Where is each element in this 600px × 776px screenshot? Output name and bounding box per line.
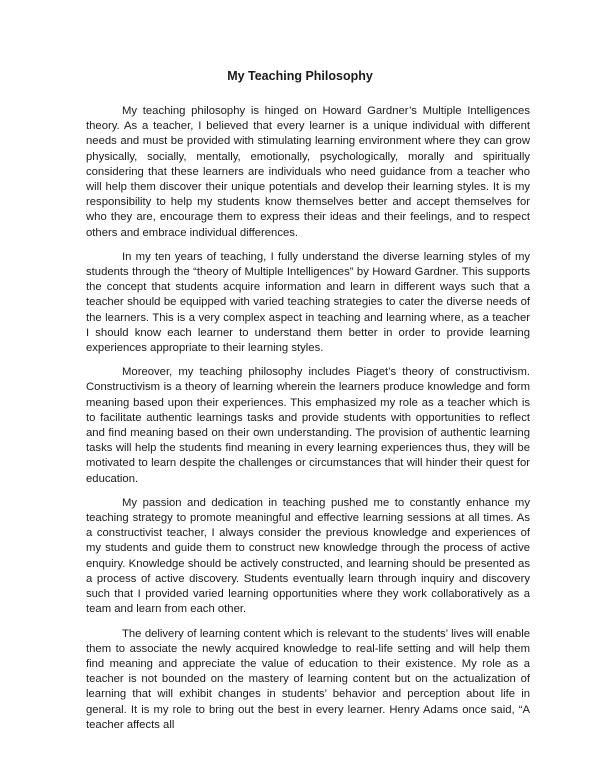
paragraph-5: The delivery of learning content which is relevant to the students’ lives will enable them to associate the newly acquired knowledge to real-life setting and will help them find meaning and appreciate the value of education to their existence. My role as a teacher is not bounded on the mastery of learning content but on the actualization of learning that will exhibit changes in students’ behavior and perception about life in general. It is my role to bring out the best in every learner. Henry Adams once said, “A teacher affects all <box>86 627 530 731</box>
paragraph-4: My passion and dedication in teaching pushed me to constantly enhance my teaching strategy to promote meaningful and effective learning sessions at all times. As a constructivist teacher, I always consider the previous knowledge and experiences of my students and guide them to construct new knowledge through the process of active enquiry. Knowledge should be actively constructed, and learning should be presented as a process of active discovery. Students eventually learn through inquiry and discovery such that I provided varied learning opportunities where they work collaboratively as a team and learn from each other. <box>86 496 530 616</box>
document-body <box>86 104 530 742</box>
paragraph-1: My teaching philosophy is hinged on Howard Gardner’s Multiple Intelligences theory. As a teacher, I believed that every learner is a unique individual with different needs and must be provided with stimulating learning environment where they can grow physically, socially, mentally, emotionally, psychologically, morally and spiritually considering that these learners are individuals who need guidance from a teacher who will help them discover their unique potentials and develop their learning styles. It is my responsibility to help my students know themselves better and accept themselves for who they are, encourage them to express their ideas and their feelings, and to respect others and embrace individual differences. <box>86 105 530 239</box>
paragraph-3: Moreover, my teaching philosophy includes Piaget’s theory of constructivism. Constructivism is a theory of learning wherein the learners produce knowledge and form meaning based upon their experiences. This emphasized my role as a teacher which is to facilitate authentic learnings tasks and provide students with opportunities to reflect and find meaning based on their own understanding. The provision of authentic learning tasks will help the students find meaning in every learning experiences thus, they will be motivated to learn despite the challenges or circumstances that will hinder their quest for education. <box>86 366 530 485</box>
page-title: My Teaching Philosophy <box>227 69 373 83</box>
paragraph-2: In my ten years of teaching, I fully understand the diverse learning styles of my students through the “theory of Multiple Intelligences” by Howard Gardner. This supports the concept that students acquire information and learn in different ways such that a teacher should be equipped with varied teaching strategies to cater the diverse needs of the learners. This is a very complex aspect in teaching and learning where, as a teacher I should know each learner to understand them better in order to provide learning experiences appropriate to their learning styles. <box>86 250 530 355</box>
